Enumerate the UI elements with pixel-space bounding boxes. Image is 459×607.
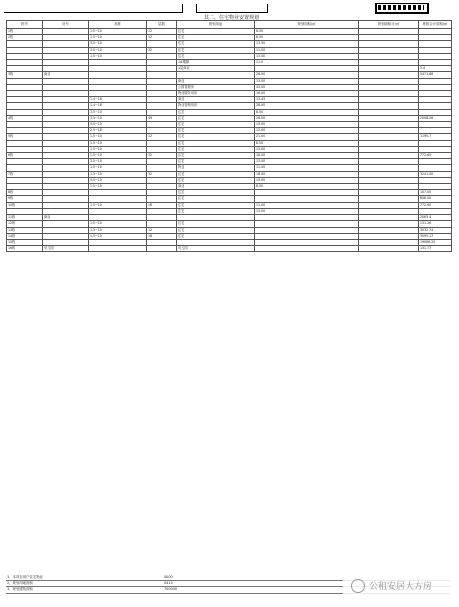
table-cell: 1.5~10 [89, 184, 147, 190]
table-cell: 14栋 [7, 233, 43, 239]
table-cell: 住宅 [177, 109, 255, 115]
table-cell: 商业 [177, 184, 255, 190]
table-cell: 11.00 [255, 47, 359, 53]
table-cell: 11.00 [255, 165, 359, 171]
header-cell: 栋号 [7, 21, 43, 29]
table-cell: 131.77 [419, 246, 452, 252]
header-cell: 房号 [43, 21, 89, 29]
table-cell: 住宅 [177, 196, 255, 202]
table-cell: 8.50 [255, 29, 359, 35]
table-cell: 12 [147, 134, 177, 140]
footer-value: 0000 [164, 575, 173, 579]
table-cell: 公园管理房 [177, 84, 255, 90]
table-cell: 11栋 [7, 215, 43, 221]
table-cell: 13.00 [255, 78, 359, 84]
table-cell: 1.5~10 [89, 171, 147, 177]
table-cell: 11.00 [255, 202, 359, 208]
table-cell: 1.5~10 [89, 165, 147, 171]
table-cell: 16.00 [255, 171, 359, 177]
table-cell: 1.5~10 [89, 153, 147, 159]
table-cell: 8栋 [7, 190, 43, 196]
footer-value: 0413 [164, 581, 173, 585]
table-cell: 住宅 [177, 159, 255, 165]
table-cell: 1.5~10 [89, 140, 147, 146]
table-caption: 其二、住宅物业安置规划 [204, 15, 260, 21]
table-cell: 住宅 [177, 171, 255, 177]
table-cell: 12.00 [255, 128, 359, 134]
table-cell: 1.5~10 [89, 53, 147, 59]
table-cell: 1.5~10 [89, 202, 147, 208]
table-cell: 1.5~10 [89, 233, 147, 239]
table-cell: 1层商业 [177, 66, 255, 72]
table-cell: 13.00 [255, 159, 359, 165]
table-cell: 3.5~10 [89, 177, 147, 183]
table-cell: 1195.7 [419, 134, 452, 140]
table-cell: 5栋 [7, 134, 43, 140]
footer-line: 3、规划建筑面积 [6, 587, 451, 593]
table-cell: 32 [147, 153, 177, 159]
table-cell: 32 [147, 171, 177, 177]
header-cell: 规划面积/㎡ [255, 21, 359, 29]
table-header-row [7, 21, 452, 29]
table-cell: 18 [147, 202, 177, 208]
table-cell: 住宅 [177, 140, 255, 146]
table-cell: 8.50 [255, 140, 359, 146]
table-cell: 26.00 [255, 72, 359, 78]
table-cell: 3栋 [7, 72, 43, 78]
table-cell [147, 246, 177, 252]
table-cell: 物业服务用房 [177, 91, 255, 97]
table-cell: 8.50 [255, 35, 359, 41]
table-cell: 住宅 [177, 233, 255, 239]
header-boxes [4, 4, 453, 14]
header-cell: 层数 [147, 21, 177, 29]
table-cell: 住宅 [177, 227, 255, 233]
table-cell: 住宅 [177, 29, 255, 35]
table-cell: 2098.26 [419, 115, 452, 121]
table-cell: 18 [147, 233, 177, 239]
table-cell: 49 [147, 115, 177, 121]
footer-line: 2、规划用地面积 [6, 581, 451, 587]
table-cell: 商业 [43, 72, 89, 78]
table-cell: 13.00 [255, 177, 359, 183]
table-cell: 107.00 [419, 190, 452, 196]
table-cell: 12 [147, 35, 177, 41]
table-cell: 8.50 [255, 109, 359, 115]
table-cell: 2栋 [7, 35, 43, 41]
area-table [6, 20, 452, 252]
table-cell: 772.60 [419, 202, 452, 208]
header-cell: 规划面积计/㎡ [359, 21, 419, 29]
table-cell: 16栋 [7, 246, 43, 252]
table-cell: 1#楼梯 [177, 60, 255, 66]
header-box-middle [196, 4, 268, 13]
table-cell: 3.5~10 [89, 159, 147, 165]
table-cell: 131.26 [419, 221, 452, 227]
table-cell: 住宅 [177, 190, 255, 196]
table-cell: 1.5~10 [89, 227, 147, 233]
footer-line: 1、本项目用户住宅物业 [6, 575, 451, 581]
header-box-left [4, 4, 183, 13]
table-cell: 住宅 [177, 153, 255, 159]
table-cell: 4栋 [7, 115, 43, 121]
header-cell: 高度 [89, 21, 147, 29]
table-body [7, 29, 452, 252]
table-cell: 3.5~10 [89, 122, 147, 128]
document-sheet [4, 4, 453, 603]
table-cell: 13.50 [255, 41, 359, 47]
table-cell: 13.00 [255, 208, 359, 214]
table-cell: 住宅 [177, 146, 255, 152]
table-cell: 656.00 [419, 196, 452, 202]
table-cell: 18.00 [255, 153, 359, 159]
table-cell: 13.00 [255, 122, 359, 128]
table-cell: 3.5~10 [89, 41, 147, 47]
table-cell: 9栋 [7, 196, 43, 202]
table-cell: 1.5~10 [89, 35, 147, 41]
table-cell: 12 [147, 227, 177, 233]
table-cell: 住宅 [177, 35, 255, 41]
table-cell [255, 246, 359, 252]
table-cell: 10栋 [7, 202, 43, 208]
table-cell: 幼儿园 [43, 246, 89, 252]
table-cell: 1.5~10 [89, 221, 147, 227]
table-cell: 3.4 [419, 66, 452, 72]
table-cell: 物业管理用房 [177, 103, 255, 109]
table-cell: 13.00 [255, 146, 359, 152]
table-cell: 幼儿园 [177, 246, 255, 252]
table-cell: 13.43 [255, 97, 359, 103]
table-cell: 43.00 [255, 84, 359, 90]
table-cell [359, 246, 419, 252]
table-cell: 15栋 [7, 239, 43, 245]
table-cell: 26.00 [255, 115, 359, 121]
table-cell: 物业 [177, 165, 255, 171]
header-cell: 栋数合计面积/㎡ [419, 21, 452, 29]
table-cell: 32 [147, 47, 177, 53]
wechat-logo-icon [351, 579, 365, 593]
table-cell: 7栋 [7, 171, 43, 177]
table-cell: 12 [147, 29, 177, 35]
table-cell: 1.5~10 [89, 146, 147, 152]
table-cell: 住宅 [177, 128, 255, 134]
redaction-mark [378, 5, 424, 10]
table-cell: 13.00 [255, 53, 359, 59]
table-cell: 2065.4 [419, 215, 452, 221]
table-cell: 2.5~18 [89, 128, 147, 134]
table-cell: 13栋 [7, 227, 43, 233]
table-cell: 住宅 [177, 177, 255, 183]
watermark-badge [343, 575, 453, 597]
table-cell: 商业 [177, 78, 255, 84]
table-cell: 住宅 [177, 41, 255, 47]
table-cell: 3095.17 [419, 233, 452, 239]
table-cell: 772.65 [419, 153, 452, 159]
table-cell: 3241.00 [419, 171, 452, 177]
table-cell: 1栋 [7, 29, 43, 35]
table-cell: 16.00 [255, 91, 359, 97]
watermark-text: 公租安居大方房 [369, 582, 433, 592]
table-cell: 12栋 [7, 221, 43, 227]
table-cell: 住宅 [177, 47, 255, 53]
table-cell: 11.0 [255, 60, 359, 66]
table-cell: 住宅 [177, 122, 255, 128]
table-cell: 6栋 [7, 153, 43, 159]
table-cell: 28.00 [255, 103, 359, 109]
header-cell: 规划用途 [177, 21, 255, 29]
table-cell: 住宅 [177, 115, 255, 121]
table-cell: 住宅 [177, 53, 255, 59]
table-cell: 21.00 [255, 134, 359, 140]
footer-value: 700000 [164, 587, 177, 591]
table-cell: 3.5~10 [89, 115, 147, 121]
table-cell: 住宅 [177, 202, 255, 208]
table-cell: 商业 [177, 97, 255, 103]
table-cell: 19086.20 [419, 239, 452, 245]
table-cell: 3.5~10 [89, 47, 147, 53]
table-cell: 5471.86 [419, 72, 452, 78]
table-cell: 1.4~16 [89, 97, 147, 103]
table-cell: 1.5~10 [89, 29, 147, 35]
table-cell: 1.5~10 [89, 134, 147, 140]
table-cell: 商业 [43, 215, 89, 221]
table-cell: 3.5~10 [89, 109, 147, 115]
table-cell: 住宅 [177, 134, 255, 140]
table-cell: 8.50 [255, 184, 359, 190]
table-cell: 3032.74 [419, 227, 452, 233]
table-cell: 住宅 [177, 208, 255, 214]
table-row [7, 246, 452, 252]
table-cell: 1.4~16 [89, 103, 147, 109]
table-cell [89, 246, 147, 252]
table-cell: 住宅 [177, 221, 255, 227]
